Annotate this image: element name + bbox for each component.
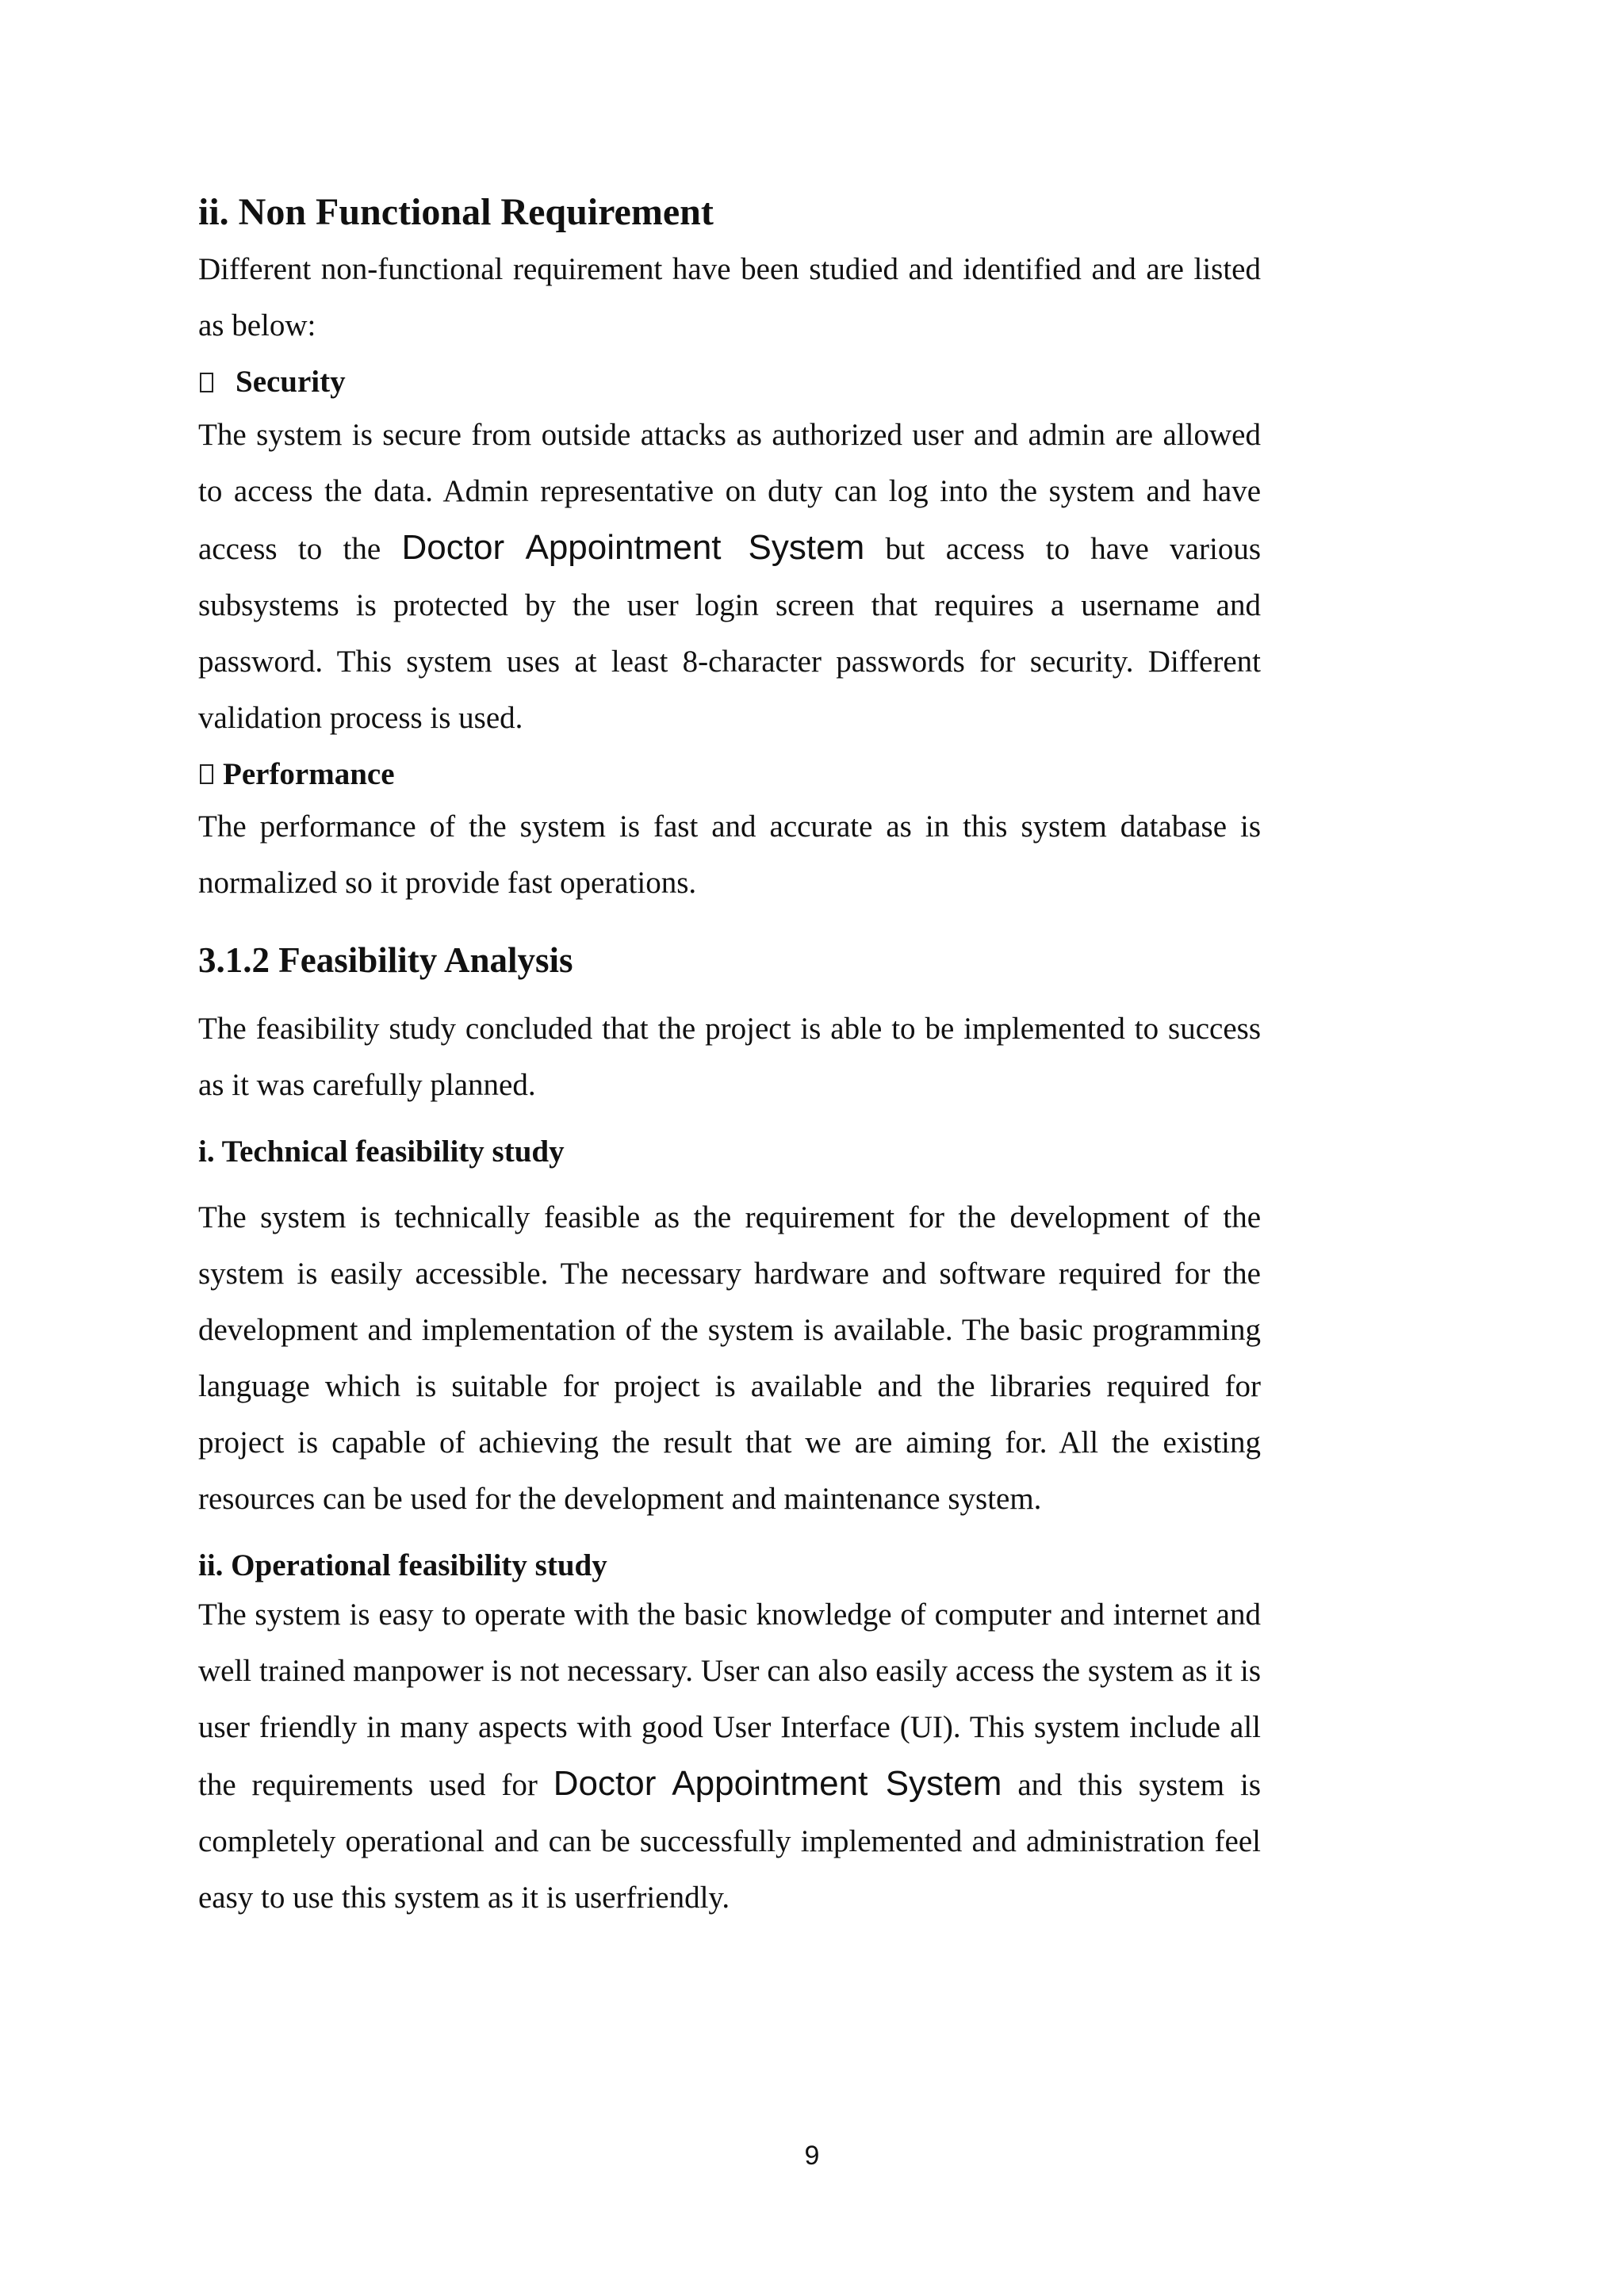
operational-paragraph [198,1586,1261,1926]
document-page [198,189,1261,1926]
security-label: Security [236,365,346,399]
system-name: Doctor Appointment System [553,1763,1002,1803]
system-name-b: System [748,527,865,567]
page-number: 9 [804,2141,820,2171]
system-name-a: Doctor Appointment [401,527,722,567]
security-subheading [198,362,1261,404]
bullet-box-icon [200,764,213,784]
feasibility-intro: The feasibility study concluded that the project is able to be implemented to success as it was carefully planned. [198,1011,1261,1102]
non-functional-heading: ii. Non Functional Requirement [198,191,714,233]
operational-text-2: and this system is completely operational and can be successfully implemented and administration feel easy to use this system as it is userfriendly. [198,1767,1261,1915]
non-functional-intro: Different non-functional requirement have been studied and identified and are listed as below: [198,252,1261,342]
feasibility-heading: 3.1.2 Feasibility Analysis [198,940,573,981]
security-text-2: but access to have various subsystems is protected by the user login screen that requires a username and password. This system uses at least 8-character passwords for security. Different validation process is used. [198,531,1261,735]
security-paragraph [198,407,1261,746]
technical-heading: i. Technical feasibility study [198,1134,565,1169]
performance-subheading [198,754,1261,796]
security-text-1: The system is secure from outside attacks as authorized user and admin are allowed to access the data. Admin representative on duty can log into the system and have access to the [198,417,1261,566]
operational-heading: ii. Operational feasibility study [198,1548,607,1583]
technical-paragraph: The system is technically feasible as the requirement for the development of the system is easily accessible. The necessary hardware and software required for the development and implementation of the system is available. The basic programming language which is suitable for project is available and the libraries required for project is capable of achieving the result that we are aiming for. All the existing resources can be used for the development and maintenance system. [198,1200,1261,1517]
operational-text-1: The system is easy to operate with the basic knowledge of computer and internet and well trained manpower is not necessary. User can also easily access the system as it is user friendly in many aspects with good User Interface (UI). This system include all the requirements used for [198,1597,1261,1802]
bullet-box-icon [200,373,213,392]
performance-label: Performance [223,756,395,791]
performance-paragraph: The performance of the system is fast and accurate as in this system database is normalized so it provide fast operations. [198,809,1261,901]
